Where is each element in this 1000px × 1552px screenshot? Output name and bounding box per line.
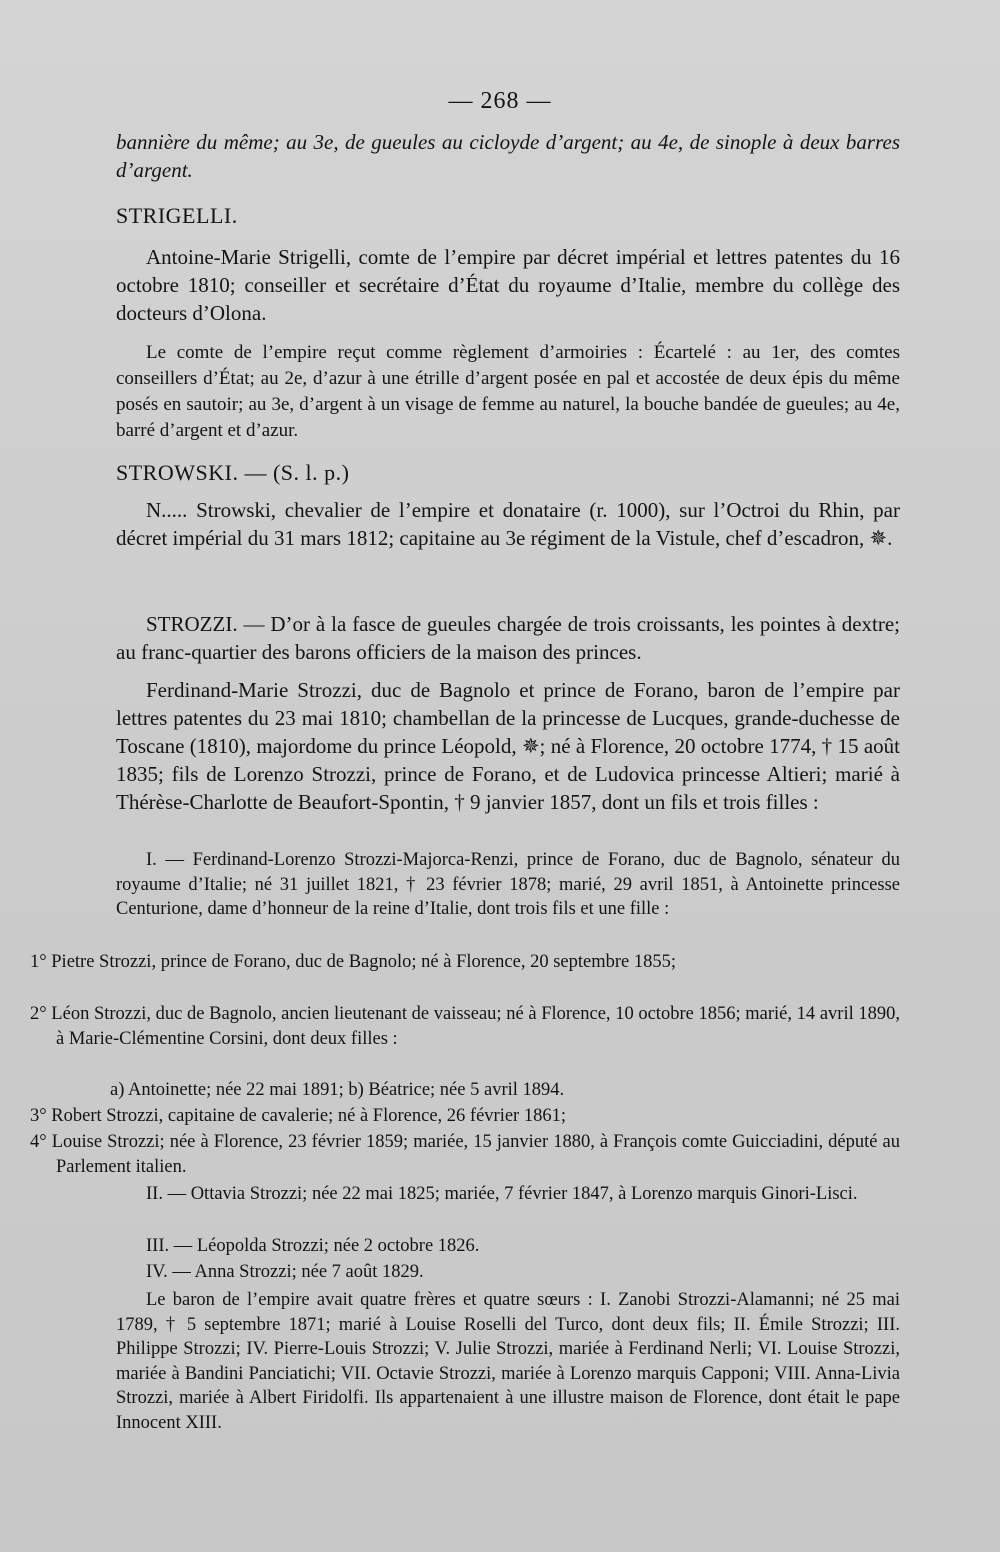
strigelli-arms: Le comte de l’empire reçut comme règlement d’armoiries : Écartelé : au 1er, des comtes conseillers d’État; au 2e, d’azur à une étrille d’argent posée en pal et accostée de deux épis du même posés en sautoir; au 3e, d’argent à un visage de femme au naturel, la bouche bandée de gueules; au 4e, barré d’argent et d’azur. — [116, 342, 900, 441]
strozzi-siblings: Le baron de l’empire avait quatre frères et quatre sœurs : I. Zanobi Strozzi-Alamanni; né 25 mai 1789, † 5 septembre 1871; marié à Louise Roselli del Turco, dont deux fils; II. Émile Strozzi; III. Philippe Strozzi; IV. Pierre-Louis Strozzi; V. Julie Strozzi, mariée à Ferdinand Nerli; VI. Louise Strozzi, mariée à Bandini Panciatichi; VII. Octavie Strozzi, mariée à Lorenzo marquis Capponi; VIII. Anna-Livia Strozzi, mariée à Albert Firidolfi. Ils appartenaient à une illustre maison de Florence, dont était le pape Innocent XIII. — [116, 1290, 900, 1433]
strozzi-grandchild-2: 2° Léon Strozzi, duc de Bagnolo, ancien lieutenant de vaisseau; né à Florence, 10 octobre 1856; marié, 14 avril 1890, à Marie-Clémentine Corsini, dont deux filles : — [30, 1004, 900, 1049]
strozzi-grandchild-1: 1° Pietre Strozzi, prince de Forano, duc de Bagnolo; né à Florence, 20 septembre 1855; — [30, 952, 676, 972]
strozzi-bio: Ferdinand-Marie Strozzi, duc de Bagnolo et prince de Forano, baron de l’empire par lettres patentes du 23 mai 1810; chambellan de la princesse de Lucques, grande-duchesse de Toscane (1810), majordome du prince Léopold, ✵; né à Florence, 20 octobre 1774, † 15 août 1835; fils de Lorenzo Strozzi, prince de Forano, et de Ludovica princesse Altieri; marié à Thérèse-Charlotte de Beaufort-Spontin, † 9 janvier 1857, dont un fils et trois filles : — [116, 678, 900, 814]
strozzi-child-2: II. — Ottavia Strozzi; née 22 mai 1825; mariée, 7 février 1847, à Lorenzo marquis Ginori-Lisci. — [146, 1184, 858, 1204]
strozzi-child-3: III. — Léopolda Strozzi; née 2 octobre 1826. — [146, 1236, 480, 1256]
strozzi-child-1: I. — Ferdinand-Lorenzo Strozzi-Majorca-Renzi, prince de Forano, duc de Bagnolo, sénateur du royaume d’Italie; né 31 juillet 1821, † 23 février 1878; marié, 29 avril 1851, à Antoinette princesse Centurione, dame d’honneur de la reine d’Italie, dont trois fils et une fille : — [116, 850, 900, 919]
strowski-bio: N..... Strowski, chevalier de l’empire et donataire (r. 1000), sur l’Octroi du Rhin, par décret impérial du 31 mars 1812; capitaine au 3e régiment de la Vistule, chef d’escadron, ✵. — [116, 498, 900, 550]
strigelli-bio: Antoine-Marie Strigelli, comte de l’empire par décret impérial et lettres patentes du 16 octobre 1810; conseiller et secrétaire d’État du royaume d’Italie, membre du collège des docteurs d’Olona. — [116, 245, 900, 325]
strozzi-grandchild-3: 3° Robert Strozzi, capitaine de cavalerie; né à Florence, 26 février 1861; — [30, 1106, 566, 1126]
intro-blazon-text: bannière du même; au 3e, de gueules au cicloyde d’argent; au 4e, de sinople à deux barres d’argent. — [116, 130, 900, 182]
strozzi-grandchild-4: 4° Louise Strozzi; née à Florence, 23 février 1859; mariée, 15 janvier 1880, à François comte Guicciadini, député au Parlement italien. — [30, 1132, 900, 1177]
page-number: — 268 — — [448, 88, 552, 114]
strozzi-child-4: IV. — Anna Strozzi; née 7 août 1829. — [146, 1262, 424, 1282]
strigelli-heading: STRIGELLI. — [116, 203, 238, 228]
strozzi-heading: STROZZI. — D’or à la fasce de gueules chargée de trois croissants, les pointes à dextre; au franc-quartier des barons officiers de la maison des princes. — [116, 612, 900, 664]
strowski-heading: STROWSKI. — (S. l. p.) — [116, 460, 350, 485]
strozzi-great-grandchildren: a) Antoinette; née 22 mai 1891; b) Béatrice; née 5 avril 1894. — [110, 1080, 565, 1100]
